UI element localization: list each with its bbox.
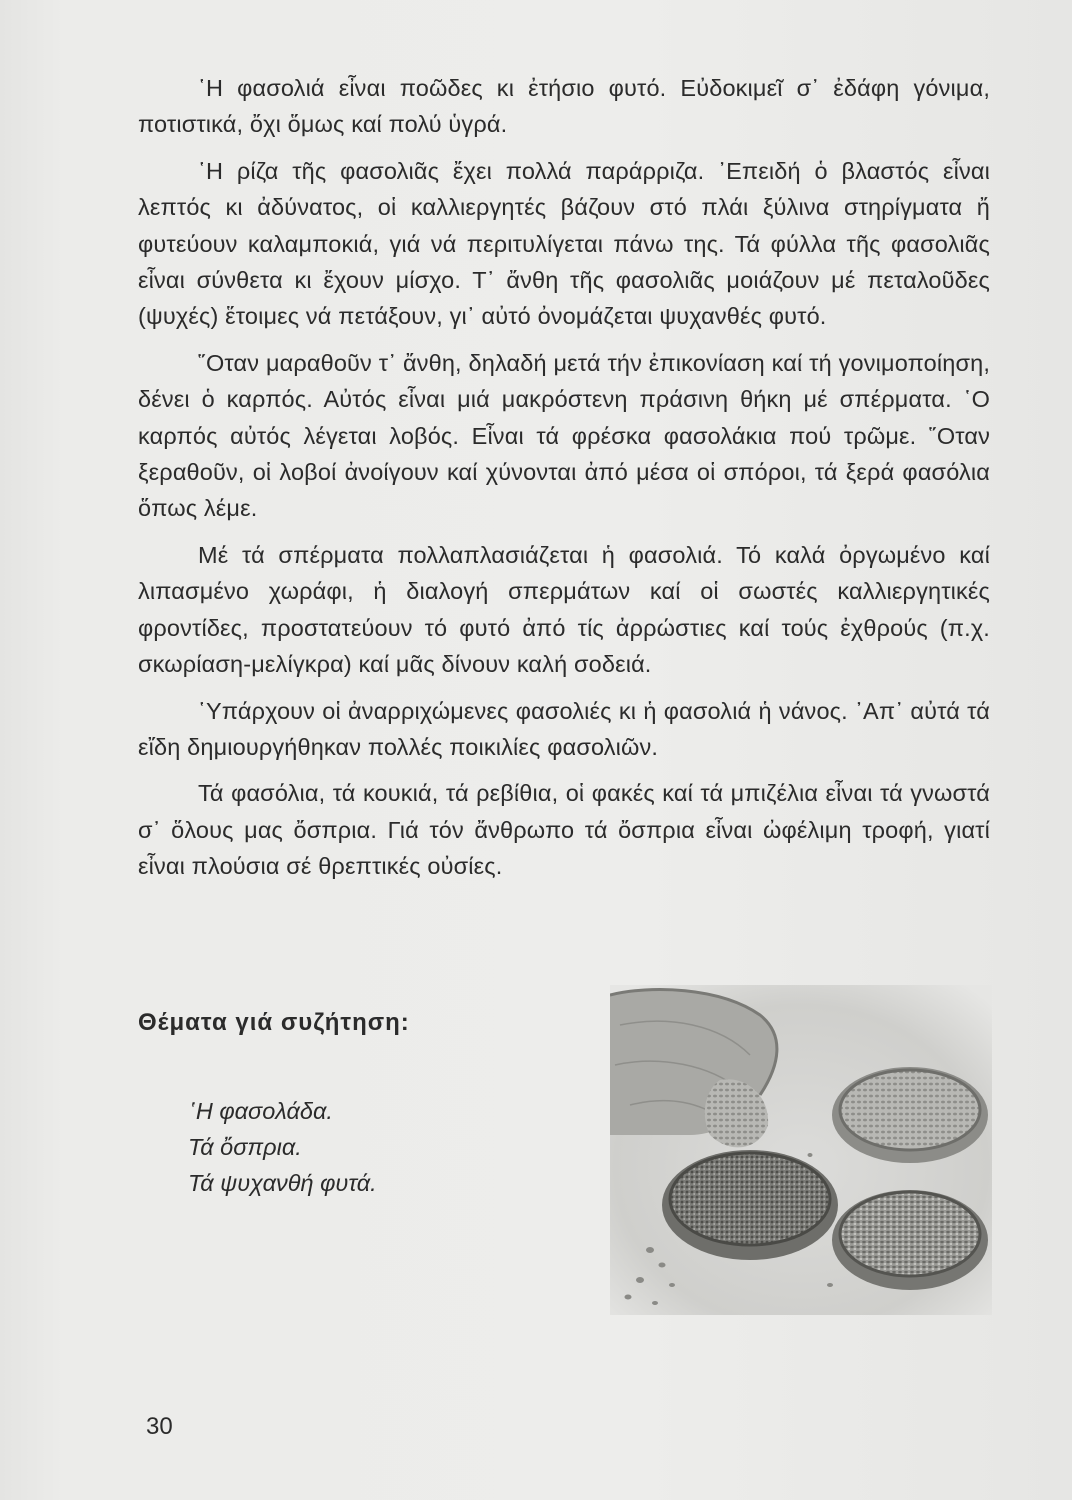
discussion-topic: Τά ψυχανθή φυτά. [188,1170,377,1196]
body-text [138,70,990,895]
discussion-topics-list [188,1093,377,1201]
paragraph-bean-plant-structure: ῾Η ρίζα τῆς φασολιᾶς ἔχει πολλά παράρριζα. ᾿Επειδή ὁ βλαστός εἶναι λεπτός κι ἀδύνατος, οἱ καλλιεργητές βάζουν στό πλάι ξύλινα στηρίγματα ἤ φυτεύουν καλαμποκιά, γιά νά περιτυλίγεται πάνω της. Τά φύλλα τῆς φασολιᾶς εἶναι σύνθετα κι ἔχουν μίσχο. Τ᾿ ἄνθη τῆς φασολιᾶς μοιάζουν μέ πεταλοῦδες (ψυχές) ἕτοιμες νά πετάξουν, γι᾿ αὐτό ὀνομάζεται ψυχανθές φυτό. [138,157,990,330]
paragraph-bean-propagation: Μέ τά σπέρματα πολλαπλασιάζεται ἡ φασολιά. Τό καλά ὀργωμένο καί λιπασμένο χωράφι, ἡ διαλογή σπερμάτων καί οἱ σωστές καλλιεργητικές φροντίδες, προστατεύουν τό φυτό ἀπό τίς ἀρρώστιες καί τούς ἐχθρούς (π.χ. σκωρίαση-μελίγκρα) καί μᾶς δίνουν καλή σοδειά. [138,541,990,678]
legumes-photo [610,985,992,1315]
paragraph-legumes: Τά φασόλια, τά κουκιά, τά ρεβίθια, οἱ φακές καί τά μπιζέλια εἶναι τά γνωστά σ᾿ ὅλους μας ὄσπρια. Γιά τόν ἄνθρωπο τά ὄσπρια εἶναι ὠφέλιμη τροφή, γιατί εἶναι πλούσια σέ θρεπτικές οὐσίες. [138,780,990,880]
discussion-topic: Τά ὄσπρια. [188,1134,302,1160]
page-number: 30 [146,1413,173,1440]
paragraph-bean-plant-intro: ῾Η φασολιά εἶναι ποῶδες κι ἐτήσιο φυτό. Εὐδοκιμεῖ σ᾿ ἐδάφη γόνιμα, ποτιστικά, ὄχι ὅμως καί πολύ ὑγρά. [138,75,990,138]
paragraph-bean-varieties: ῾Υπάρχουν οἱ ἀναρριχώμενες φασολιές κι ἡ φασολιά ἡ νάνος. ᾿Απ᾿ αὐτά τά εἴδη δημιουργήθηκαν πολλές ποικιλίες φασολιῶν. [138,697,990,760]
discussion-topic: ῾Η φασολάδα. [188,1098,333,1124]
paragraph-bean-fruit: ῞Οταν μαραθοῦν τ᾿ ἄνθη, δηλαδή μετά τήν ἐπικονίαση καί τή γονιμοποίηση, δένει ὁ καρπός. Αὐτός εἶναι μιά μακρόστενη πράσινη θήκη μέ σπέρματα. ῾Ο καρπός αὐτός λέγεται λοβός. Εἶναι τά φρέσκα φασολάκια πού τρῶμε. ῞Οταν ξεραθοῦν, οἱ λοβοί ἀνοίγουν καί χύνονται ἀπό μέσα οἱ σπόροι, τά ξερά φασόλια ὅπως λέμε. [138,349,990,522]
discussion-heading: Θέματα γιά συζήτηση: [138,1009,410,1036]
